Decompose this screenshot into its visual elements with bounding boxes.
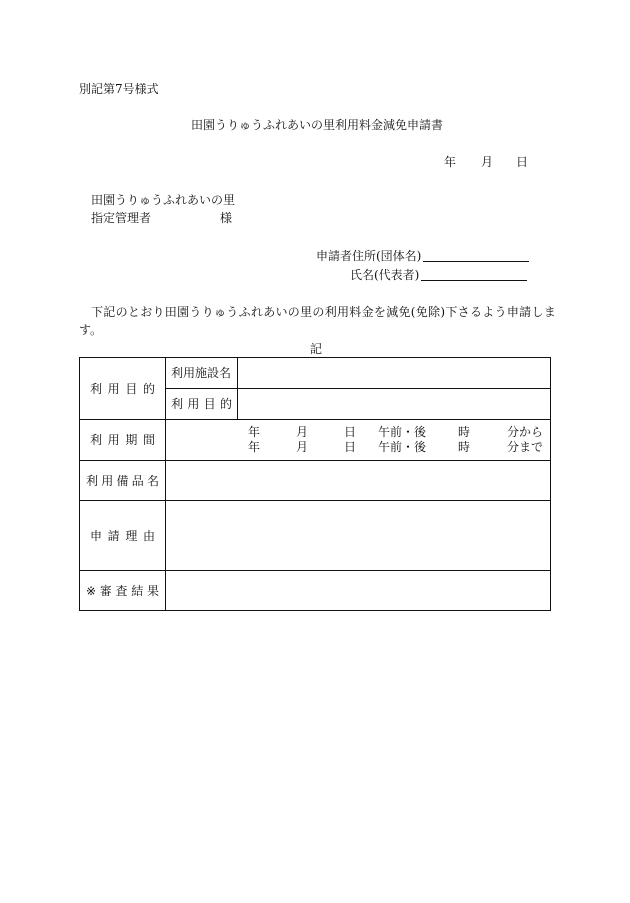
period-from: 年 月 日 午前・後 時 分から <box>248 425 544 439</box>
review-field[interactable] <box>166 571 551 611</box>
applicant-address-label: 申請者住所(団体名) <box>316 249 422 263</box>
document-title: 田園うりゅうふれあいの里利用料金減免申請書 <box>191 118 444 132</box>
date-year: 年 <box>444 155 457 169</box>
recipient-honorific: 様 <box>220 211 233 225</box>
period-field[interactable] <box>166 420 551 461</box>
facility-name-label: 利用施設名 <box>166 358 238 389</box>
equipment-field[interactable] <box>166 461 551 501</box>
date-day: 日 <box>516 155 529 169</box>
reason-field[interactable] <box>166 501 551 571</box>
facility-name-field[interactable] <box>238 358 551 389</box>
reason-label: 申 請 理 由 <box>80 501 166 571</box>
applicant-address-field[interactable] <box>423 249 529 262</box>
applicant-name-line <box>350 268 527 281</box>
form-number: 別記第7号様式 <box>79 82 159 96</box>
usage-purpose-field[interactable] <box>238 389 551 420</box>
date-month: 月 <box>481 155 494 169</box>
recipient-name: 田園うりゅうふれあいの里 <box>91 193 236 207</box>
application-table <box>79 357 551 611</box>
applicant-name-field[interactable] <box>421 268 527 281</box>
body-text: 下記のとおり田園うりゅうふれあいの里の利用料金を減免(免除)下さるよう申請しま <box>91 305 557 319</box>
review-label: ※ 審 査 結 果 <box>80 571 166 611</box>
body-text-continued: す。 <box>79 323 103 337</box>
applicant-name-label: 氏名(代表者) <box>350 268 420 282</box>
equipment-label: 利 用 備 品 名 <box>80 461 166 501</box>
purpose-label: 利 用 目 的 <box>80 358 166 420</box>
ki-heading: 記 <box>310 342 323 356</box>
period-label: 利 用 期 間 <box>80 420 166 461</box>
period-to: 年 月 日 午前・後 時 分まで <box>248 440 544 454</box>
applicant-address-line <box>316 249 529 262</box>
usage-purpose-label: 利 用 目 的 <box>166 389 238 420</box>
recipient-title: 指定管理者 <box>91 211 152 225</box>
